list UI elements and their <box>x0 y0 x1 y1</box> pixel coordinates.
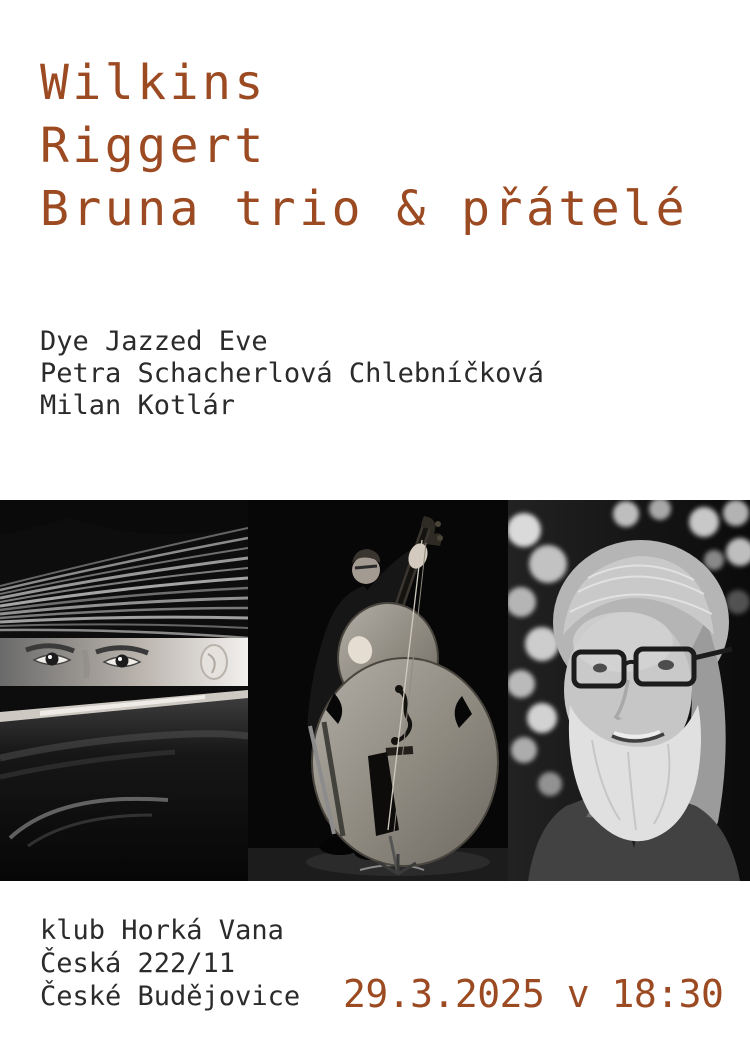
venue-name: klub Horká Vana <box>40 915 284 946</box>
piano-eyes-photo <box>0 500 248 881</box>
venue-street: Česká 222/11 <box>40 948 236 979</box>
title-line-2: Riggert <box>40 118 267 174</box>
ear <box>201 645 227 679</box>
title-block <box>40 52 688 241</box>
player-head <box>352 556 380 584</box>
left-eye <box>593 664 607 673</box>
venue-city: České Budějovice <box>40 981 301 1012</box>
right-eye <box>658 660 674 670</box>
player-glasses <box>355 566 377 568</box>
lineup-block <box>40 326 544 422</box>
title-line-3: Bruna trio & přátelé <box>40 181 688 237</box>
lineup-artist-2: Petra Schacherlová Chlebníčková <box>40 358 544 389</box>
lineup-artist-1: Dye Jazzed Eve <box>40 326 268 357</box>
event-datetime: 29.3.2025 v 18:30 <box>343 972 724 1016</box>
photo-strip <box>0 500 750 881</box>
venue-block <box>40 914 300 1013</box>
title-line-1: Wilkins <box>40 55 267 111</box>
piano-lid <box>0 698 248 881</box>
bearded-man-portrait-photo <box>508 500 750 881</box>
lineup-artist-3: Milan Kotlár <box>40 390 236 421</box>
double-bass-player-photo <box>248 500 508 881</box>
